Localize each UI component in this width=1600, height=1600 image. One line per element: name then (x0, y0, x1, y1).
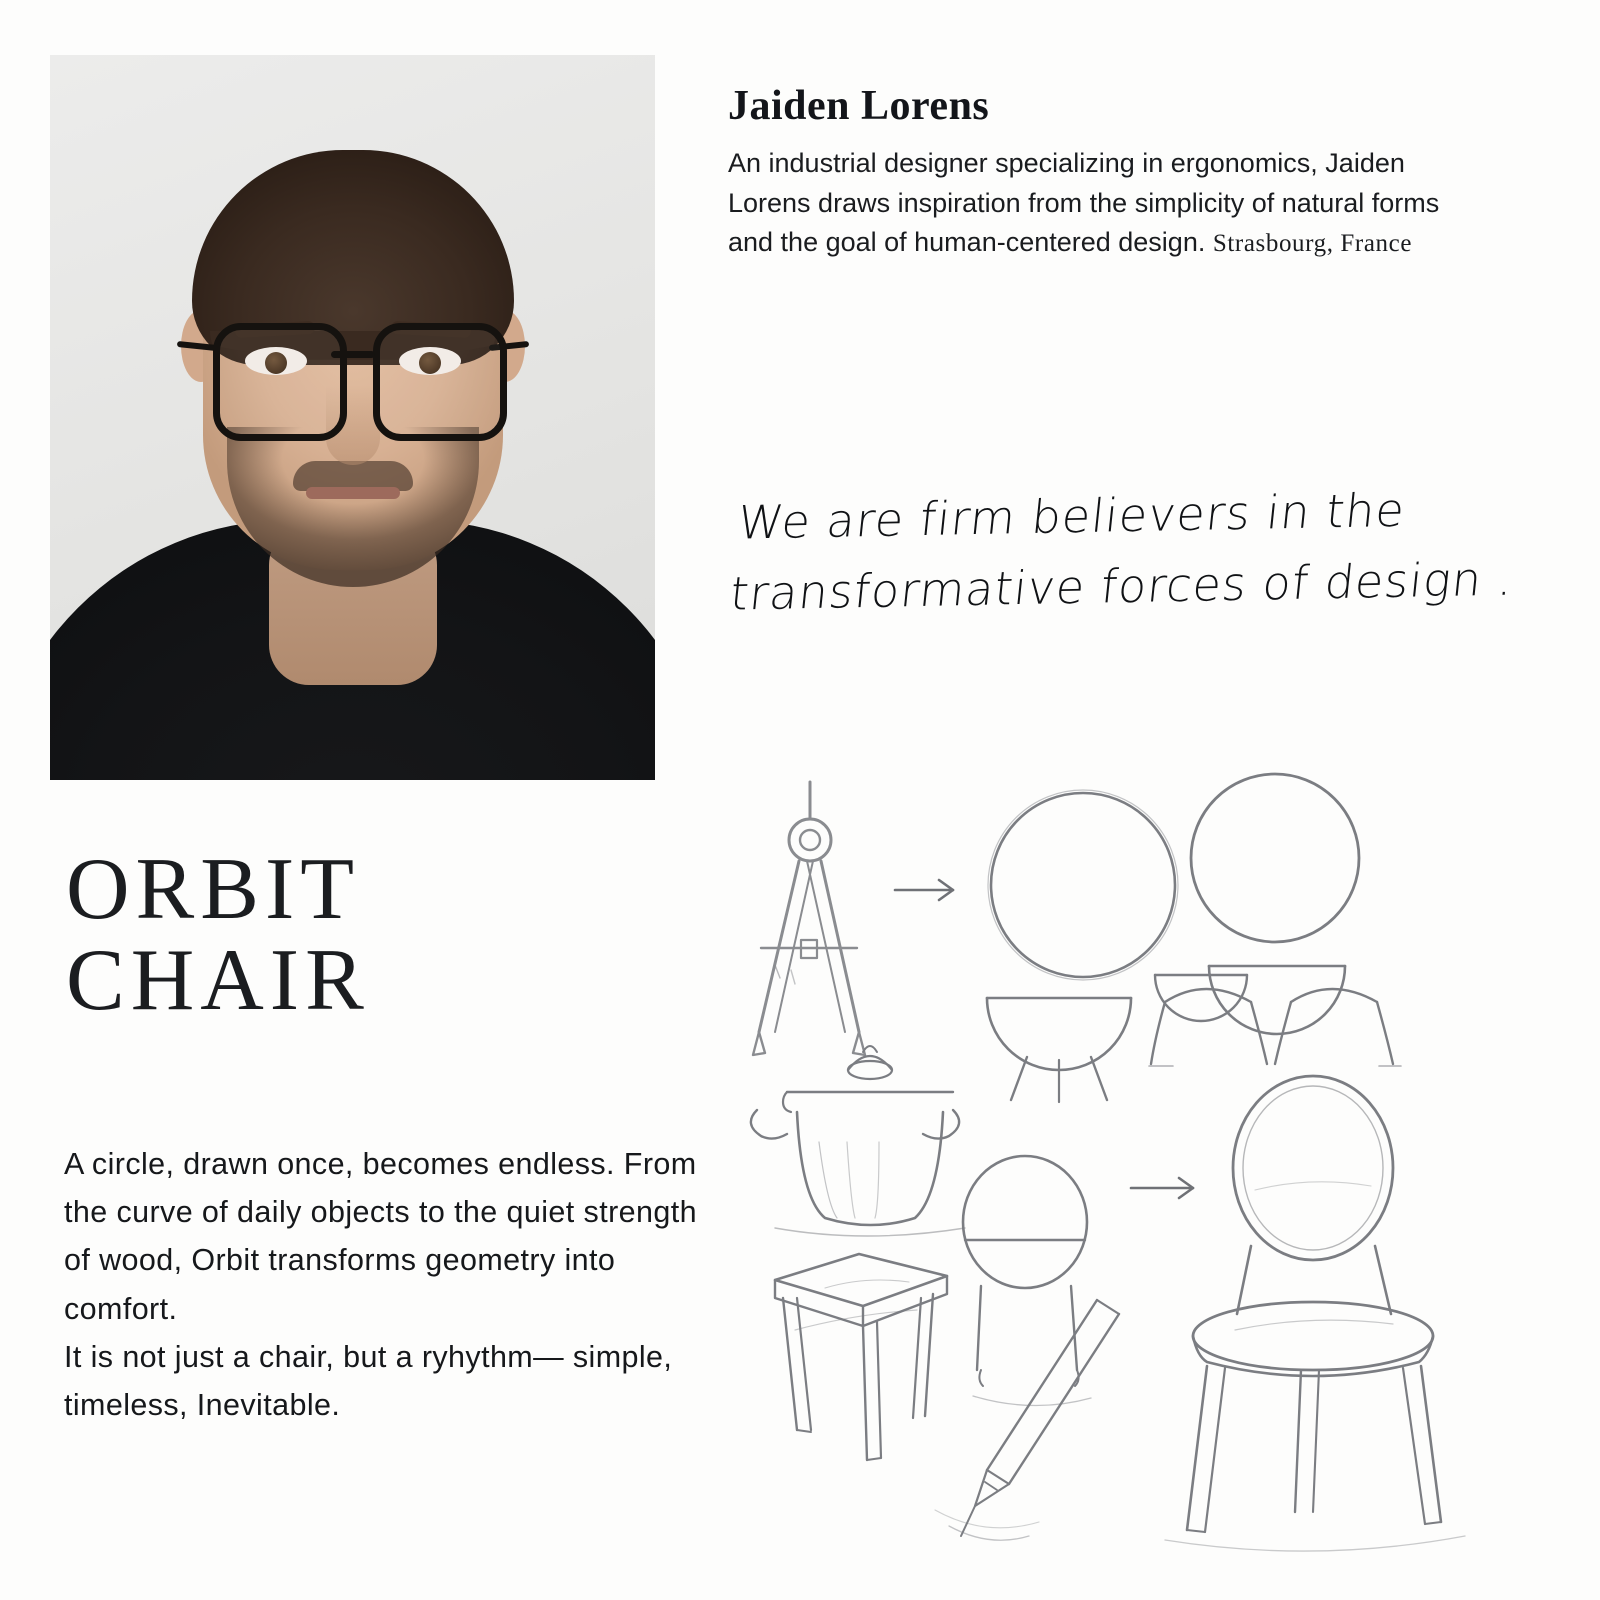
seat-back-study-sketch (963, 1156, 1091, 1406)
pencil-sketch (935, 1300, 1119, 1540)
portrait-mouth (306, 487, 400, 499)
arrow-right-icon-1 (895, 880, 953, 900)
arrow-right-icon-2 (1131, 1178, 1193, 1198)
designer-bio-block (728, 82, 1488, 263)
product-title-line-2: CHAIR (66, 931, 370, 1029)
sketch-panel (735, 770, 1545, 1560)
designer-portrait (50, 55, 655, 780)
chair-base-study-sketch (1149, 774, 1401, 1066)
final-orbit-chair-sketch (1165, 1076, 1465, 1551)
glasses-bridge-icon (331, 351, 375, 358)
portrait-illustration (50, 55, 655, 780)
designer-bio-text (728, 144, 1488, 263)
designer-name: Jaiden Lorens (728, 83, 990, 129)
product-description-paragraph-1: A circle, drawn once, becomes endless. From the curve of daily objects to the quiet strength of wood, Orbit transforms geometry into comfort. (64, 1147, 697, 1326)
glasses-lens-left-icon (213, 323, 347, 441)
bowl-and-stool-study-sketch (987, 975, 1247, 1102)
product-description-paragraph-2: It is not just a chair, but a ryhythm— simple, timeless, Inevitable. (64, 1339, 673, 1422)
designer-location: Strasbourg, France (1212, 230, 1413, 258)
designer-bio-body: An industrial designer specializing in ergonomics, Jaiden Lorens draws inspiration from the simplicity of natural forms and the goal of human-centered design. (728, 148, 1440, 258)
product-description (64, 1140, 704, 1429)
cooking-pot-sketch (751, 1046, 965, 1236)
glasses-lens-right-icon (373, 323, 507, 441)
circle-construction-sketch (988, 790, 1178, 980)
product-title-line-1: ORBIT (66, 841, 360, 938)
wooden-stool-sketch (775, 1254, 947, 1460)
compass-tool-sketch (753, 782, 865, 1055)
designer-quote: We are firm believers in the transformative forces of design . (727, 482, 1517, 621)
product-title (66, 841, 666, 1029)
